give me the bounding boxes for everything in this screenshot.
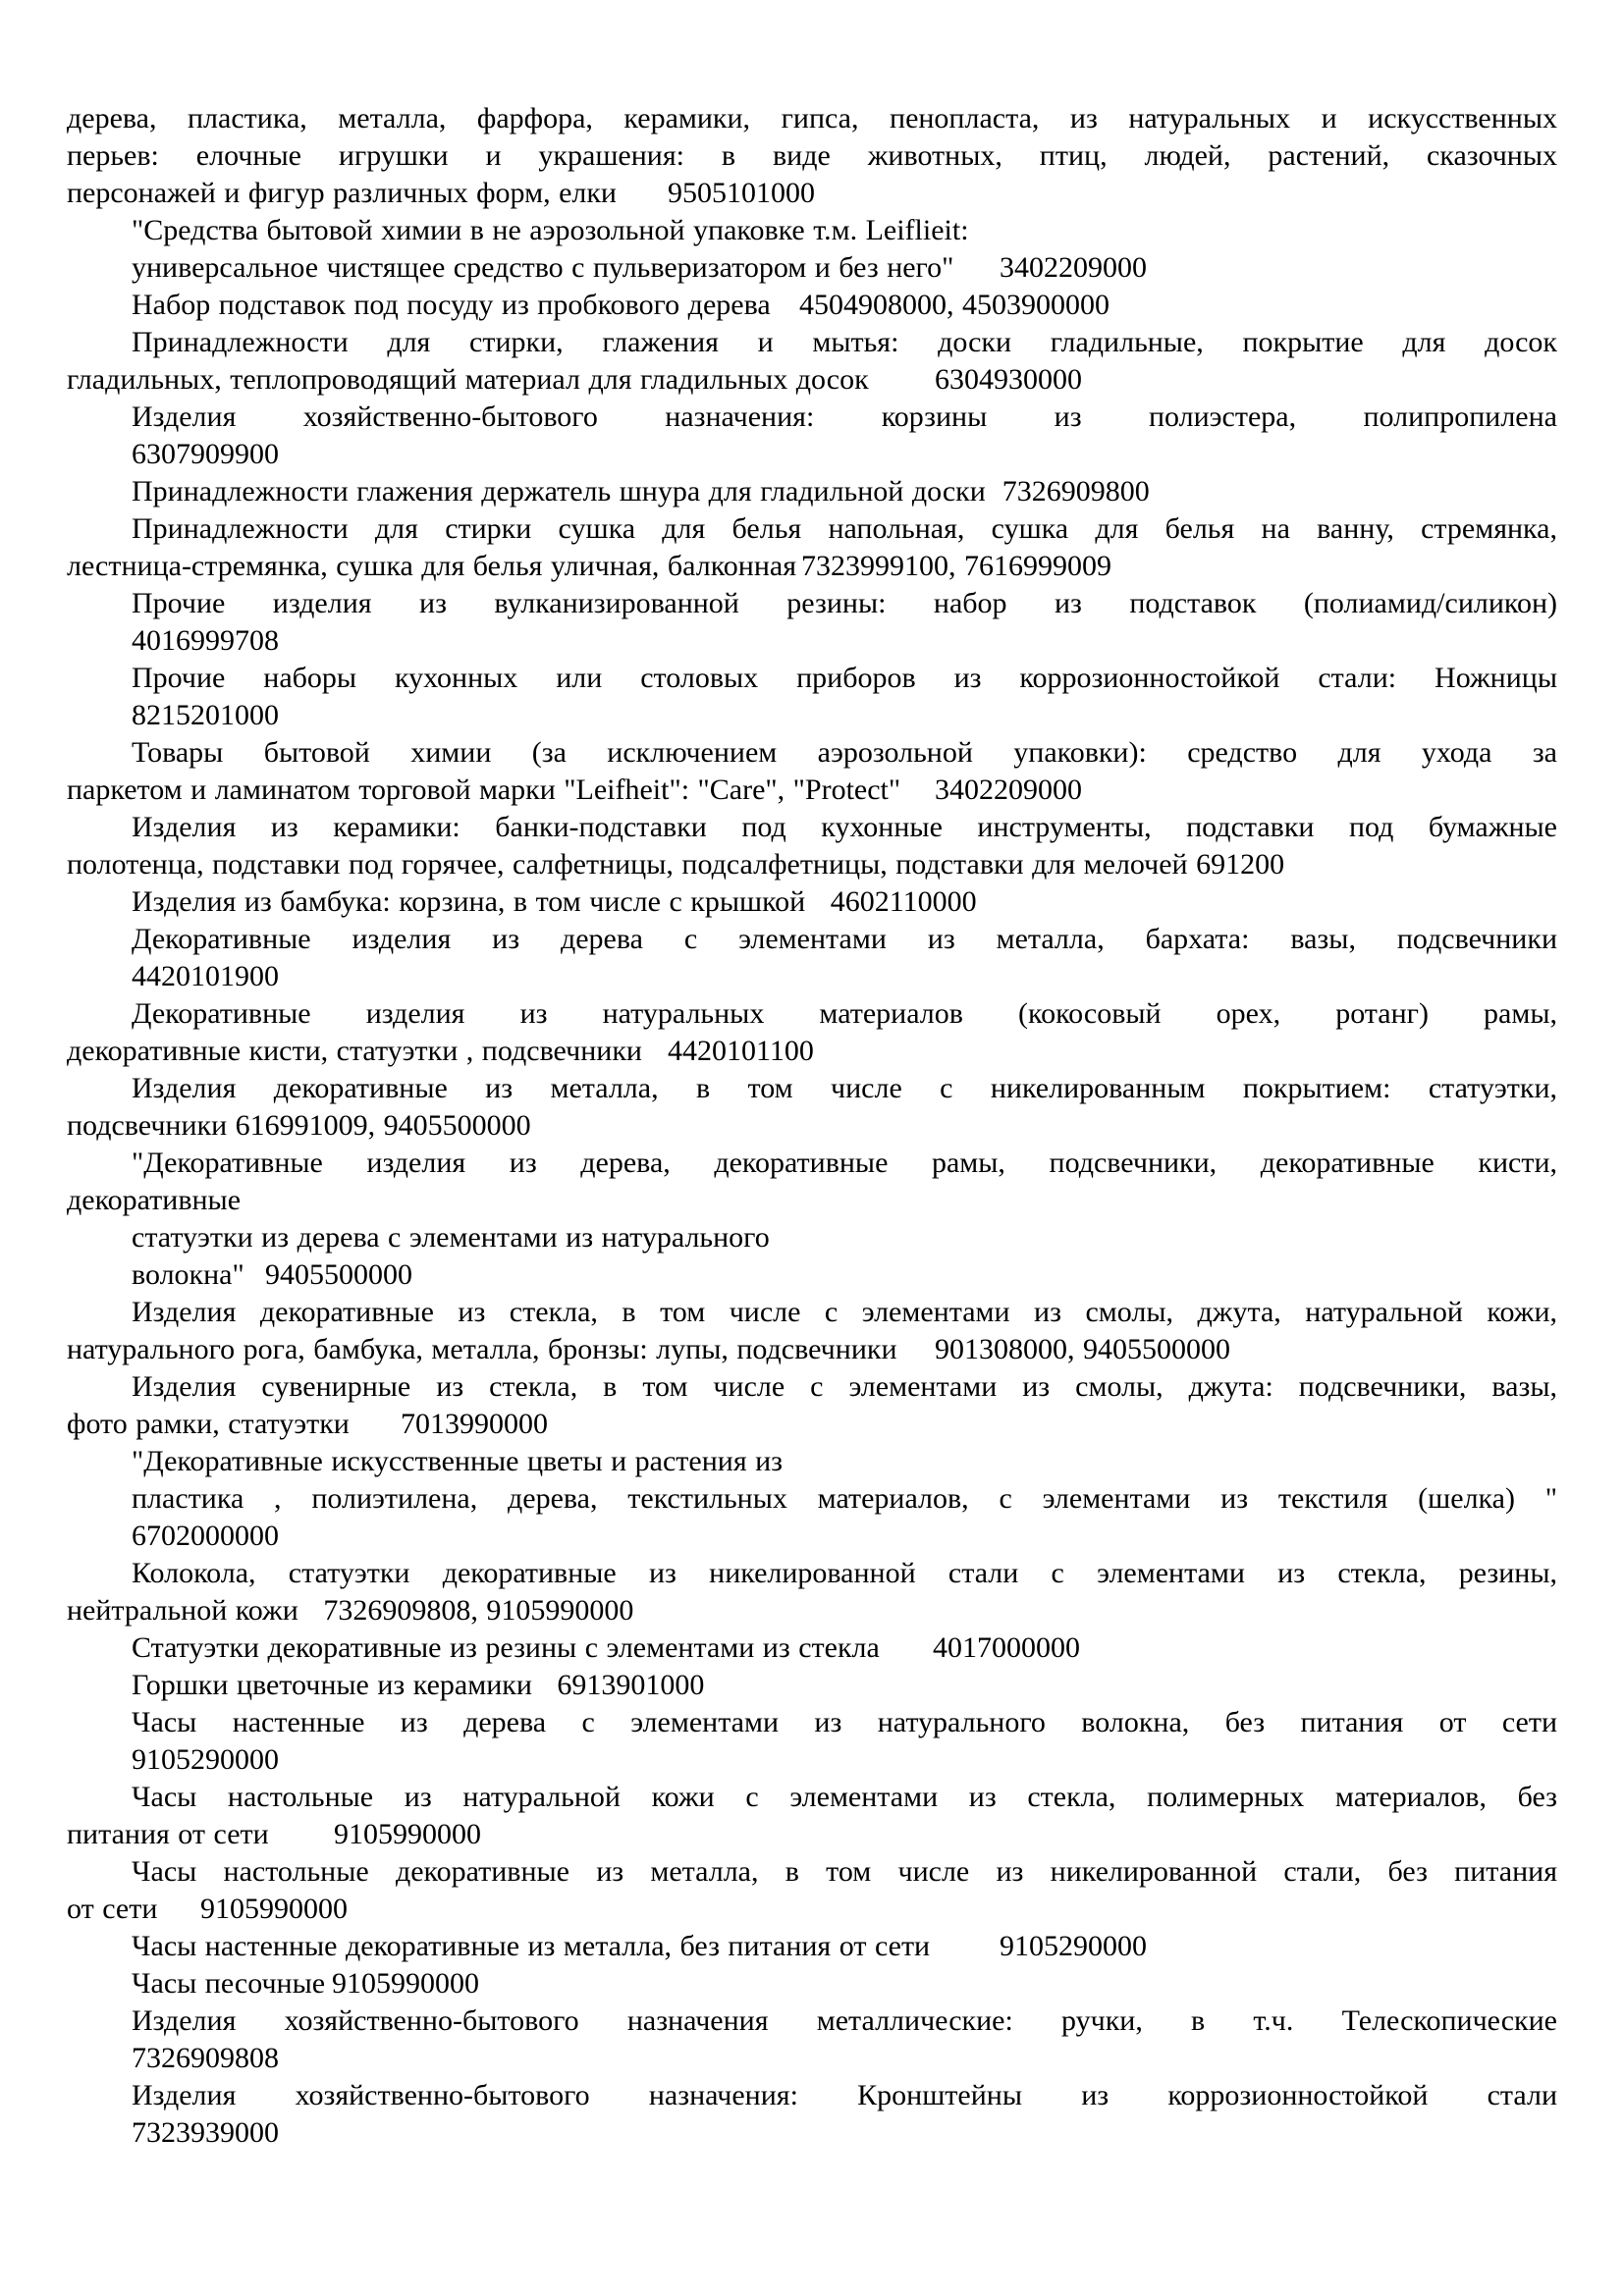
- document-line: Изделия сувенирные из стекла, в том числе с элементами из смолы, джута: подсвечники, вазы,: [132, 1370, 1557, 1403]
- document-line: Прочие изделия из вулканизированной резины: набор из подставок (полиамид/силикон): [132, 587, 1557, 619]
- document-line: от сети 9105990000: [67, 1893, 348, 1925]
- document-line: Часы настольные из натуральной кожи с элементами из стекла, полимерных материалов, без: [132, 1781, 1557, 1813]
- document-line: Изделия из бамбука: корзина, в том числе с крышкой 4602110000: [132, 885, 977, 918]
- document-line: Декоративные изделия из дерева с элементами из металла, бархата: вазы, подсвечники: [132, 923, 1557, 955]
- document-line: Изделия хозяйственно-бытового назначения: корзины из полиэстера, полипропилена: [132, 400, 1557, 433]
- document-line: 6702000000: [132, 1520, 279, 1552]
- document-line: Горшки цветочные из керамики 6913901000: [132, 1669, 705, 1701]
- document-line: 4016999708: [132, 624, 279, 657]
- document-line: нейтральной кожи 7326909808, 9105990000: [67, 1594, 634, 1627]
- document-line: Колокола, статуэтки декоративные из никелированной стали с элементами из стекла, резины,: [132, 1557, 1557, 1589]
- document-line: Декоративные изделия из натуральных материалов (кокосовый орех, ротанг) рамы,: [132, 997, 1557, 1030]
- document-line: полотенца, подставки под горячее, салфетницы, подсалфетницы, подставки для мелочей 691200: [67, 848, 1285, 881]
- document-line: "Декоративные изделия из дерева, декоративные рамы, подсвечники, декоративные кисти,: [132, 1147, 1557, 1179]
- document-line: Принадлежности глажения держатель шнура для гладильной доски 7326909800: [132, 475, 1150, 507]
- document-line: Изделия хозяйственно-бытового назначения: Кронштейны из коррозионностойкой стали: [132, 2079, 1557, 2111]
- document-line: "Средства бытовой химии в не аэрозольной упаковке т.м. Leiflieit:: [132, 214, 969, 246]
- document-line: Принадлежности для стирки сушка для белья напольная, сушка для белья на ванну, стремянка,: [132, 512, 1557, 545]
- document-line: статуэтки из дерева с элементами из натурального: [132, 1221, 770, 1254]
- document-line: 7326909808: [132, 2042, 279, 2074]
- document-line: Часы настенные декоративные из металла, без питания от сети 9105290000: [132, 1930, 1147, 1962]
- document-line: перьев: елочные игрушки и украшения: в виде животных, птиц, людей, растений, сказочных: [67, 139, 1557, 172]
- document-line: 9105290000: [132, 1743, 279, 1776]
- document-line: 8215201000: [132, 699, 279, 731]
- document-line: лестница-стремянка, сушка для белья уличная, балконная 7323999100, 7616999009: [67, 550, 1111, 582]
- document-line: волокна" 9405500000: [132, 1258, 412, 1291]
- document-line: Статуэтки декоративные из резины с элементами из стекла 4017000000: [132, 1631, 1080, 1664]
- document-line: декоративные: [67, 1184, 242, 1216]
- document-line: питания от сети 9105990000: [67, 1818, 481, 1850]
- document-line: Изделия декоративные из металла, в том числе с никелированным покрытием: статуэтки,: [132, 1072, 1557, 1104]
- document-line: паркетом и ламинатом торговой марки "Leifheit": "Care", "Protect" 3402209000: [67, 774, 1082, 806]
- document-line: подсвечники 616991009, 9405500000: [67, 1109, 531, 1142]
- document-line: 6307909900: [132, 438, 279, 470]
- document-line: Принадлежности для стирки, глажения и мытья: доски гладильные, покрытие для досок: [132, 326, 1557, 358]
- document-line: персонажей и фигур различных форм, елки 9505101000: [67, 177, 815, 209]
- document-text-block: [67, 100, 1557, 2152]
- document-line: 7323939000: [132, 2116, 279, 2149]
- document-line: фото рамки, статуэтки 7013990000: [67, 1408, 548, 1440]
- document-line: Изделия хозяйственно-бытового назначения металлические: ручки, в т.ч. Телескопические: [132, 2004, 1557, 2037]
- document-line: дерева, пластика, металла, фарфора, керамики, гипса, пенопласта, из натуральных и искусственных: [67, 102, 1557, 134]
- document-line: натурального рога, бамбука, металла, бронзы: лупы, подсвечники 901308000, 9405500000: [67, 1333, 1230, 1365]
- document-line: Прочие наборы кухонных или столовых приборов из коррозионностойкой стали: Ножницы: [132, 662, 1557, 694]
- document-line: пластика , полиэтилена, дерева, текстильных материалов, с элементами из текстиля (шелка) ": [132, 1482, 1557, 1515]
- document-line: Изделия из керамики: банки-подставки под кухонные инструменты, подставки под бумажные: [132, 811, 1557, 843]
- document-line: Товары бытовой химии (за исключением аэрозольной упаковки): средство для ухода за: [132, 736, 1557, 769]
- document-line: Часы настенные из дерева с элементами из натурального волокна, без питания от сети: [132, 1706, 1557, 1738]
- document-line: 4420101900: [132, 960, 279, 992]
- document-line: гладильных, теплопроводящий материал для гладильных досок 6304930000: [67, 363, 1082, 396]
- document-line: универсальное чистящее средство с пульверизатором и без него" 3402209000: [132, 251, 1147, 284]
- document-line: Часы песочные 9105990000: [132, 1967, 479, 2000]
- document-line: декоративные кисти, статуэтки , подсвечники 4420101100: [67, 1035, 814, 1067]
- document-line: Набор подставок под посуду из пробкового дерева 4504908000, 4503900000: [132, 289, 1110, 321]
- document-line: Изделия декоративные из стекла, в том числе с элементами из смолы, джута, натуральной кожи,: [132, 1296, 1557, 1328]
- document-line: Часы настольные декоративные из металла, в том числе из никелированной стали, без питания: [132, 1855, 1557, 1888]
- document-line: "Декоративные искусственные цветы и растения из: [132, 1445, 784, 1477]
